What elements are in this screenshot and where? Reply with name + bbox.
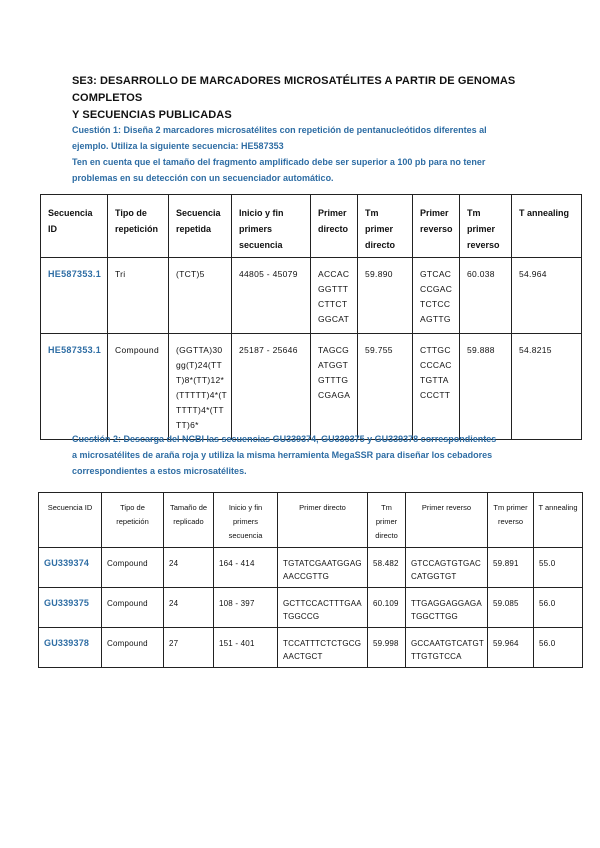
reverse-primer: CTTGCCCCACTGTTACCCTT: [413, 334, 460, 440]
question-1-line-3: Ten en cuenta que el tamaño del fragmento amplificado debe ser superior a 100 pb para no tener: [72, 157, 486, 167]
reverse-tm: 59.964: [488, 628, 534, 668]
table-row: [41, 258, 582, 334]
table-2-header: Primer reverso: [406, 493, 488, 548]
table-row: [39, 548, 583, 588]
reverse-tm: 59.891: [488, 548, 534, 588]
table-1-header: Primer reverso: [413, 195, 460, 258]
question-1-line-4: problemas en su detección con un secuenciador automático.: [72, 173, 334, 183]
table-1: [40, 194, 582, 440]
table-2: [38, 492, 583, 668]
table-1-header: Secuencia repetida: [169, 195, 232, 258]
question-2-line-2: a microsatélites de araña roja y utiliza la misma herramienta MegaSSR para diseñar los cebadores: [72, 450, 493, 460]
forward-primer: GCTTCCACTTTGAATGGCCG: [278, 588, 368, 628]
table-2-header: Tamaño de replicado: [164, 493, 214, 548]
title-line-1: SE3: DESARROLLO DE MARCADORES MICROSATÉLITES A PARTIR DE GENOMAS COMPLETOS: [72, 75, 516, 104]
table-2-header: Tipo de repetición: [102, 493, 164, 548]
repeat-type: Compound: [108, 334, 169, 440]
forward-tm: 58.482: [368, 548, 406, 588]
table-1-header: T annealing: [512, 195, 582, 258]
primer-range: 44805 - 45079: [232, 258, 311, 334]
forward-primer: TAGCGATGGTGTTTGCGAGA: [311, 334, 358, 440]
table-1-header-row: [41, 195, 582, 258]
table-2-header: Primer directo: [278, 493, 368, 548]
annealing-temp: 55.0: [534, 548, 583, 588]
sequence-id-link[interactable]: GU339374: [39, 548, 102, 588]
repeat-sequence: (TCT)5: [169, 258, 232, 334]
annealing-temp: 56.0: [534, 588, 583, 628]
question-1-line-1: Cuestión 1: Diseña 2 marcadores microsatélites con repetición de pentanucleótidos diferentes al: [72, 125, 487, 135]
table-1-header: Inicio y fin primers secuencia: [232, 195, 311, 258]
sequence-id-link[interactable]: GU339375: [39, 588, 102, 628]
table-row: [39, 628, 583, 668]
annealing-temp: 56.0: [534, 628, 583, 668]
sequence-id-link[interactable]: GU339378: [39, 628, 102, 668]
table-1-header: Tm primer directo: [358, 195, 413, 258]
repeat-type: Compound: [102, 628, 164, 668]
reverse-tm: 60.038: [460, 258, 512, 334]
forward-primer: TCCATTTCTCTGCGAACTGCT: [278, 628, 368, 668]
replicate-size: 24: [164, 588, 214, 628]
table-row: [41, 334, 582, 440]
reverse-tm: 59.085: [488, 588, 534, 628]
repeat-type: Tri: [108, 258, 169, 334]
primer-range: 25187 - 25646: [232, 334, 311, 440]
repeat-type: Compound: [102, 588, 164, 628]
annealing-temp: 54.964: [512, 258, 582, 334]
table-2-header-row: [39, 493, 583, 548]
replicate-size: 24: [164, 548, 214, 588]
question-2: [72, 431, 542, 479]
document-title: [72, 73, 542, 124]
reverse-primer: GCCAATGTCATGTTTGTGTCCA: [406, 628, 488, 668]
forward-tm: 59.755: [358, 334, 413, 440]
sequence-id-link[interactable]: HE587353.1: [41, 258, 108, 334]
question-2-line-3: correspondientes a estos microsatélites.: [72, 466, 247, 476]
table-2-header: T annealing: [534, 493, 583, 548]
table-1-header: Secuencia ID: [41, 195, 108, 258]
question-2-line-1: Cuestión 2: Descarga del NCBI las secuencias GU339374, GU339375 y GU339378 correspondientes: [72, 434, 497, 444]
primer-range: 164 - 414: [214, 548, 278, 588]
forward-tm: 59.998: [368, 628, 406, 668]
forward-tm: 60.109: [368, 588, 406, 628]
repeat-sequence: (GGTTA)30 gg(T)24(TTT)8*(TT)12*(TTTTT)4*(TTTTT)4*(TTTT)6*: [169, 334, 232, 440]
primer-range: 151 - 401: [214, 628, 278, 668]
repeat-type: Compound: [102, 548, 164, 588]
sequence-id-link[interactable]: HE587353.1: [41, 334, 108, 440]
forward-primer: TGTATCGAATGGAGAACCGTTG: [278, 548, 368, 588]
table-1-header: Tipo de repetición: [108, 195, 169, 258]
reverse-primer: GTCCAGTGTGACCATGGTGT: [406, 548, 488, 588]
reverse-primer: TTGAGGAGGAGATGGCTTGG: [406, 588, 488, 628]
title-line-2: Y SECUENCIAS PUBLICADAS: [72, 109, 232, 121]
reverse-tm: 59.888: [460, 334, 512, 440]
table-2-header: Tm primer reverso: [488, 493, 534, 548]
annealing-temp: 54.8215: [512, 334, 582, 440]
table-1-header: Primer directo: [311, 195, 358, 258]
question-1-line-2: ejemplo. Utiliza la siguiente secuencia: HE587353: [72, 141, 284, 151]
replicate-size: 27: [164, 628, 214, 668]
table-1-header: Tm primer reverso: [460, 195, 512, 258]
table-2-header: Tm primer directo: [368, 493, 406, 548]
forward-primer: ACCACGGTTTCTTCTGGCAT: [311, 258, 358, 334]
table-2-header: Inicio y fin primers secuencia: [214, 493, 278, 548]
reverse-primer: GTCACCCGACTCTCCAGTTG: [413, 258, 460, 334]
primer-range: 108 - 397: [214, 588, 278, 628]
question-1: [72, 122, 532, 186]
forward-tm: 59.890: [358, 258, 413, 334]
table-row: [39, 588, 583, 628]
table-2-header: Secuencia ID: [39, 493, 102, 548]
